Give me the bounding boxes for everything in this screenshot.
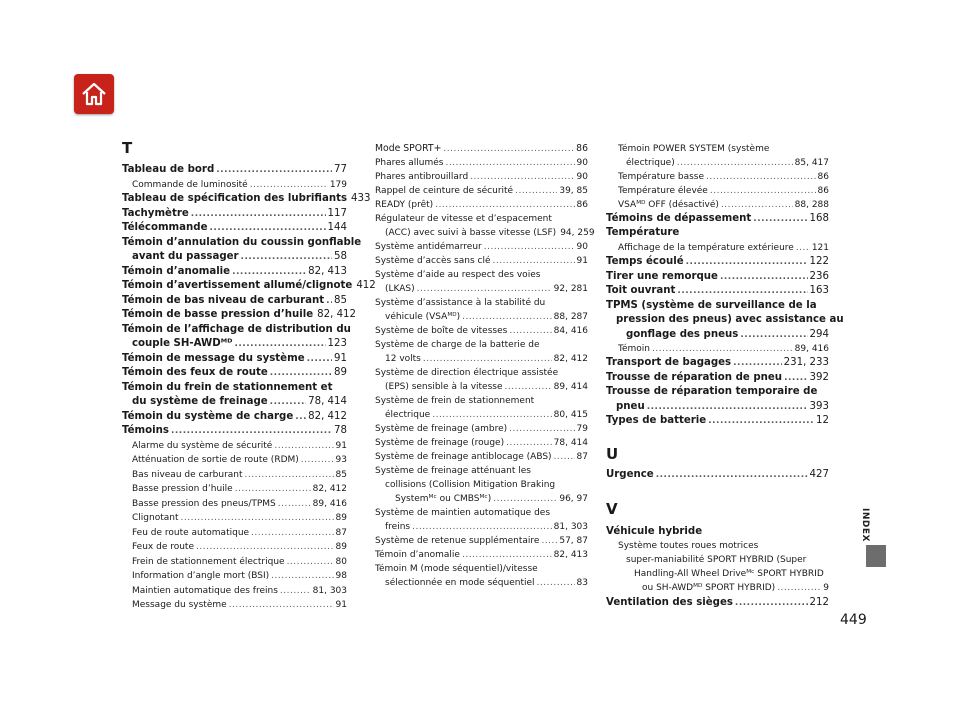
index-entry[interactable]: Système d’accès sans clé ..... 91 [375,254,588,268]
home-icon [80,81,108,107]
index-entry[interactable]: (EPS) sensible à la vitesse ..... 89, 414 [385,380,588,394]
home-button[interactable] [74,74,114,114]
index-entry[interactable]: Témoin de l’affichage de distribution du [122,324,351,335]
index-entry[interactable]: Commande de luminosité ..... 179 [132,178,347,192]
index-entry[interactable]: Télécommande ..... 144 [122,221,347,235]
index-entry[interactable]: Transport de bagages ..... 231, 233 [606,356,829,370]
index-entry[interactable]: pneu ..... 393 [616,400,829,414]
index-entry[interactable]: Frein de stationnement électrique ..... 80 [132,555,347,569]
index-entry[interactable]: Témoin ..... 89, 416 [618,342,829,356]
index-entry[interactable]: Température basse ..... 86 [618,170,829,184]
index-entry[interactable]: Affichage de la température extérieure ..... 121 [618,241,829,255]
index-entry[interactable]: Basse pression d’huile ..... 82, 412 [132,482,347,496]
index-entry[interactable]: couple SH-AWDᴹᴰ ..... 123 [132,337,347,351]
index-entry[interactable]: électrique ..... 80, 415 [385,408,588,422]
index-entry[interactable]: TPMS (système de surveillance de la [606,300,817,311]
index-entry[interactable]: ou SH-AWDᴹᴰ SPORT HYBRID) ..... 9 [642,581,829,595]
index-entry[interactable]: Types de batterie ..... 12 [606,414,829,428]
index-entry[interactable]: Handling-All Wheel Driveᴹᶜ SPORT HYBRID [634,569,824,579]
index-entry[interactable]: Témoin POWER SYSTEM (système [618,144,770,154]
index-entry[interactable]: Témoin M (mode séquentiel)/vitesse [375,564,538,574]
index-entry[interactable]: Véhicule hybride [606,526,703,537]
index-entry[interactable]: Ventilation des sièges ..... 212 [606,596,829,610]
index-entry[interactable]: Phares antibrouillard ..... 90 [375,170,588,184]
index-entry[interactable]: Témoin d’annulation du coussin gonflable [122,237,362,248]
index-entry[interactable]: Message du système ..... 91 [132,598,347,612]
index-entry[interactable]: Témoin d’avertissement allumé/clignote 412 [122,280,376,291]
index-entry[interactable]: pression des pneus) avec assistance au [616,314,844,325]
index-entry[interactable]: Témoin de bas niveau de carburant ..... 85 [122,294,347,308]
index-entry[interactable]: Système de freinage antiblocage (ABS) ..... 87 [375,450,588,464]
index-entry[interactable]: Température élevée ..... 86 [618,184,829,198]
index-entry[interactable]: Témoin d’anomalie ..... 82, 413 [122,265,347,279]
index-entry[interactable]: Témoin du frein de stationnement et [122,382,333,393]
index-entry[interactable]: électrique) ..... 85, 417 [626,156,829,170]
index-entry[interactable]: freins ..... 81, 303 [385,520,588,534]
index-entry[interactable]: sélectionnée en mode séquentiel ..... 83 [385,576,588,590]
index-entry[interactable]: Systemᴹᶜ ou CMBSᴹᶜ) ..... 96, 97 [395,492,588,506]
index-entry[interactable]: Trousse de réparation temporaire de [606,386,818,397]
index-entry[interactable]: Rappel de ceinture de sécurité ..... 39, 85 [375,184,588,198]
index-entry[interactable]: Système de boîte de vitesses ..... 84, 416 [375,324,588,338]
index-entry[interactable]: Témoin des feux de route ..... 89 [122,366,347,380]
index-entry[interactable]: Système de frein de stationnement [375,396,535,406]
index-entry[interactable]: Température [606,227,680,238]
index-entry[interactable]: du système de freinage ..... 78, 414 [132,395,347,409]
index-entry[interactable]: Maintien automatique des freins ..... 81, 303 [132,584,347,598]
index-entry[interactable]: Système de retenue supplémentaire ..... 57, 87 [375,534,588,548]
index-entry[interactable]: Tableau de spécification des lubrifiants 433 [122,193,371,204]
index-entry[interactable]: Témoin de basse pression d’huile 82, 412 [122,309,357,320]
index-entry[interactable]: Système de freinage atténuant les [375,466,531,476]
index-entry[interactable]: Tableau de bord ..... 77 [122,163,347,177]
index-entry[interactable]: (ACC) avec suivi à basse vitesse (LSF) 94, 259 [385,228,595,238]
index-entry[interactable]: READY (prêt) ..... 86 [375,198,588,212]
index-entry[interactable]: gonflage des pneus ..... 294 [626,328,829,342]
index-entry[interactable]: Système de freinage (ambre) ..... 79 [375,422,588,436]
index-entry[interactable]: Urgence ..... 427 [606,468,829,482]
index-entry[interactable]: Système toutes roues motrices [618,541,759,551]
index-entry[interactable]: (LKAS) ..... 92, 281 [385,282,588,296]
index-entry[interactable]: Témoin d’anomalie ..... 82, 413 [375,548,588,562]
section-letter-u: U [606,445,619,463]
index-entry[interactable]: Régulateur de vitesse et d’espacement [375,214,552,224]
index-entry[interactable]: Atténuation de sortie de route (RDM) ..... 93 [132,453,347,467]
index-entry[interactable]: Tirer une remorque ..... 236 [606,270,829,284]
index-tab-label: INDEX [860,508,870,542]
index-entry[interactable]: Témoins de dépassement ..... 168 [606,212,829,226]
index-entry[interactable]: Phares allumés ..... 90 [375,156,588,170]
index-entry[interactable]: 12 volts ..... 82, 412 [385,352,588,366]
index-entry[interactable]: Témoin du système de charge ..... 82, 412 [122,410,347,424]
index-entry[interactable]: véhicule (VSAᴹᴰ) ..... 88, 287 [385,310,588,324]
index-entry[interactable]: Système de charge de la batterie de [375,340,540,350]
section-letter-t: T [122,139,133,157]
page-number: 449 [840,612,867,628]
index-entry[interactable]: Trousse de réparation de pneu ..... 392 [606,371,829,385]
index-entry[interactable]: Système d’aide au respect des voies [375,270,541,280]
index-entry[interactable]: Tachymètre ..... 117 [122,207,347,221]
index-entry[interactable]: Alarme du système de sécurité ..... 91 [132,439,347,453]
index-entry[interactable]: Système de freinage (rouge) ..... 78, 414 [375,436,588,450]
index-entry[interactable]: Feux de route ..... 89 [132,540,347,554]
index-entry[interactable]: Basse pression des pneus/TPMS ..... 89, 416 [132,497,347,511]
index-entry[interactable]: Toit ouvrant ..... 163 [606,284,829,298]
index-entry[interactable]: Système de direction électrique assistée [375,368,559,378]
index-entry[interactable]: Système de maintien automatique des [375,508,551,518]
index-entry[interactable]: avant du passager ..... 58 [132,250,347,264]
index-entry[interactable]: VSAᴹᴰ OFF (désactivé) ..... 88, 288 [618,198,829,212]
index-entry[interactable]: super-maniabilité SPORT HYBRID (Super [626,555,807,565]
section-letter-v: V [606,500,618,518]
index-entry[interactable]: Témoins ..... 78 [122,424,347,438]
index-entry[interactable]: Feu de route automatique ..... 87 [132,526,347,540]
index-entry[interactable]: Système antidémarreur ..... 90 [375,240,588,254]
index-entry[interactable]: collisions (Collision Mitigation Braking [385,480,556,490]
index-entry[interactable]: Temps écoulé ..... 122 [606,255,829,269]
index-entry[interactable]: Système d’assistance à la stabilité du [375,298,546,308]
index-entry[interactable]: Mode SPORT+ ..... 86 [375,142,588,156]
index-entry[interactable]: Clignotant ..... 89 [132,511,347,525]
index-entry[interactable]: Bas niveau de carburant ..... 85 [132,468,347,482]
index-entry[interactable]: Témoin de message du système ..... 91 [122,352,347,366]
index-tab[interactable] [866,545,886,567]
index-entry[interactable]: Information d’angle mort (BSI) ..... 98 [132,569,347,583]
